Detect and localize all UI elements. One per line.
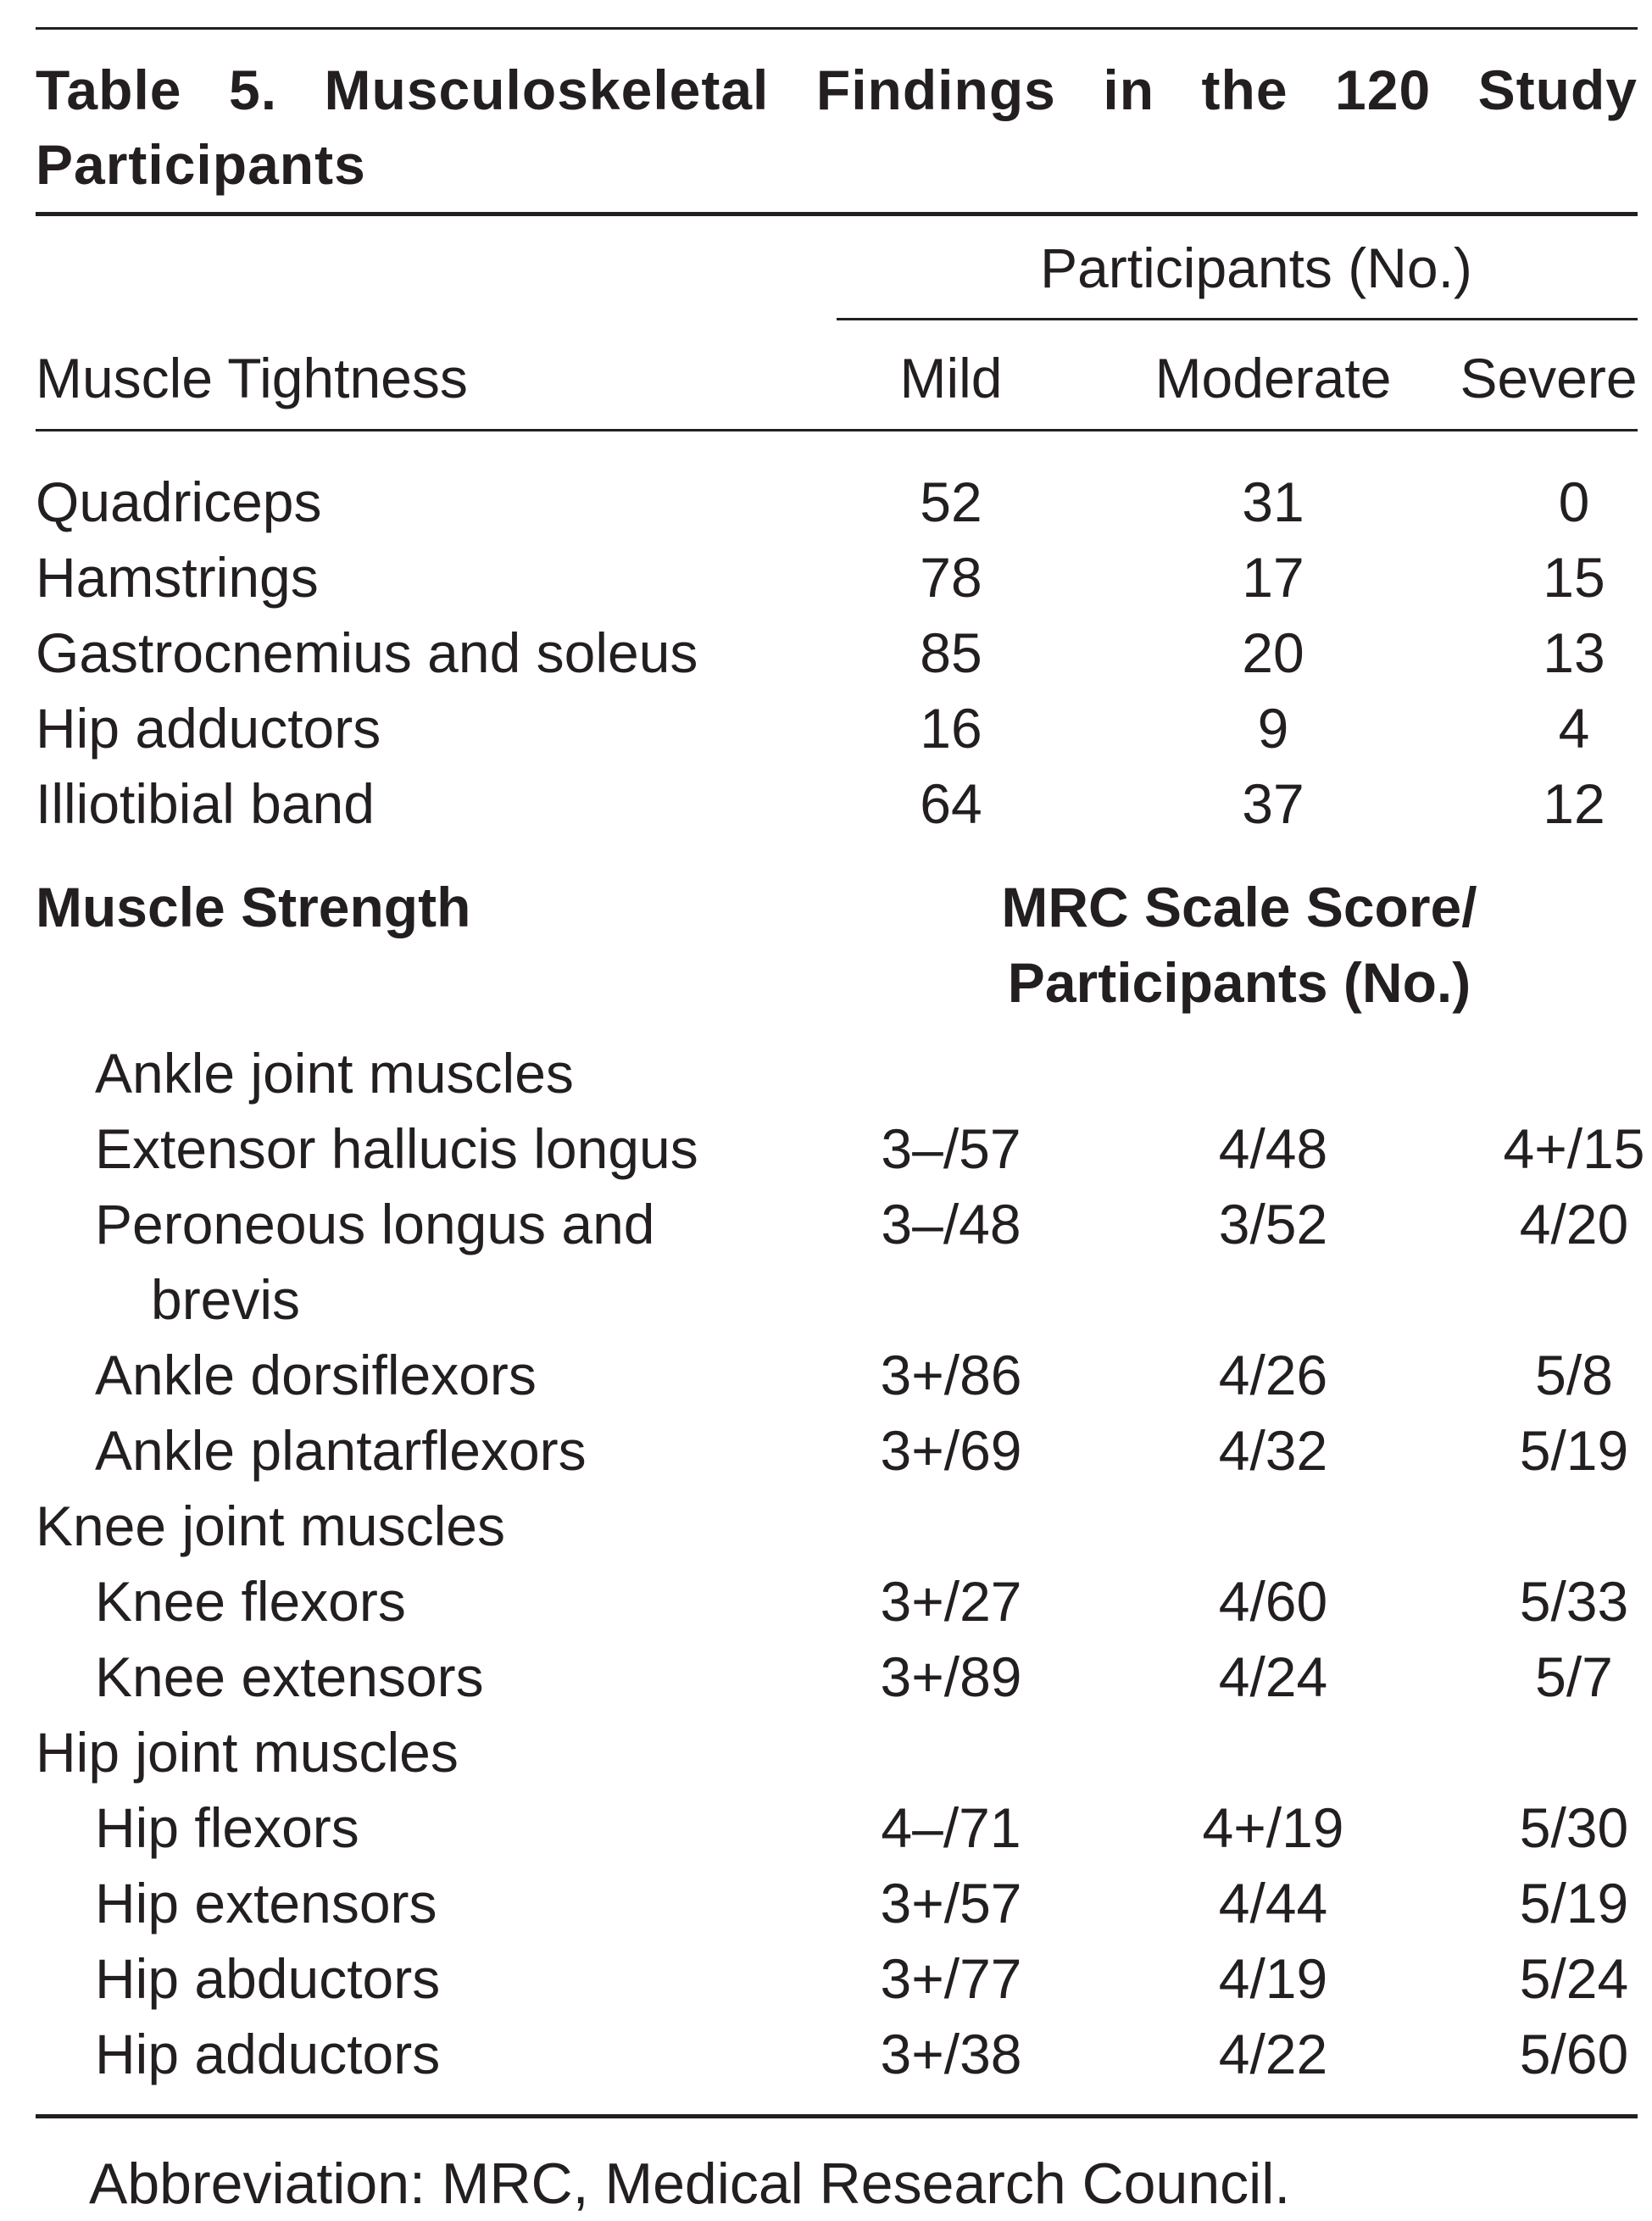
- row-label: Hip extensors: [95, 1872, 437, 1934]
- cell-severe: 5/24: [1519, 1947, 1629, 2010]
- cell-mild: 4–/71: [881, 1796, 1021, 1859]
- cell-moderate: 4/32: [1218, 1419, 1328, 1482]
- cell-mild: 3+/69: [880, 1419, 1022, 1482]
- cell-mild: 64: [920, 772, 982, 835]
- group-header-rule: [837, 318, 1638, 320]
- table-title: [36, 53, 1638, 202]
- cell-severe: 5/33: [1519, 1570, 1629, 1633]
- row-label: Illiotibial band: [36, 772, 375, 835]
- cell-moderate: 37: [1242, 772, 1304, 835]
- cell-mild: 3+/89: [880, 1645, 1022, 1708]
- cell-moderate: 9: [1257, 697, 1289, 760]
- cell-moderate: 4/26: [1218, 1344, 1328, 1406]
- cell-moderate: 4/48: [1218, 1117, 1328, 1180]
- cell-mild: 52: [920, 470, 982, 533]
- row-label-continuation: brevis: [151, 1268, 301, 1331]
- row-label: Knee flexors: [95, 1570, 406, 1633]
- row-label: Quadriceps: [36, 470, 322, 533]
- mrc-header-line2: Participants (No.): [1007, 951, 1471, 1014]
- cell-mild: 3+/27: [880, 1570, 1022, 1633]
- title-rule: [36, 212, 1638, 216]
- cell-severe: 4: [1558, 697, 1590, 760]
- cell-severe: 5/19: [1519, 1872, 1629, 1934]
- row-label: Knee extensors: [95, 1645, 484, 1708]
- column-header-mild: Mild: [899, 347, 1003, 409]
- row-label: Ankle plantarflexors: [95, 1419, 587, 1482]
- cell-severe: 5/30: [1519, 1796, 1629, 1859]
- cell-severe: 13: [1543, 621, 1605, 684]
- cell-moderate: 4/22: [1218, 2023, 1328, 2085]
- group-label-hip: Hip joint muscles: [36, 1721, 459, 1784]
- top-rule: [36, 27, 1638, 30]
- bottom-rule: [36, 2114, 1638, 2118]
- cell-mild: 3+/77: [880, 1947, 1022, 2010]
- row-label: Hip adductors: [95, 2023, 441, 2085]
- cell-mild: 3–/57: [881, 1117, 1021, 1180]
- cell-mild: 3+/86: [880, 1344, 1022, 1406]
- header-rule: [36, 429, 1638, 431]
- cell-moderate: 4/19: [1218, 1947, 1328, 2010]
- column-header-severe: Severe: [1460, 347, 1638, 409]
- group-label-knee: Knee joint muscles: [36, 1495, 505, 1557]
- cell-severe: 5/7: [1535, 1645, 1613, 1708]
- table-title-line1: Table 5. Musculoskeletal Findings in the 120 Study: [36, 58, 1638, 121]
- row-label: Hip flexors: [95, 1796, 359, 1859]
- row-label: Gastrocnemius and soleus: [36, 621, 698, 684]
- cell-severe: 5/8: [1535, 1344, 1613, 1406]
- table-title-line2: Participants: [36, 133, 366, 196]
- cell-severe: 5/19: [1519, 1419, 1629, 1482]
- row-label: Peroneous longus and: [95, 1193, 655, 1255]
- cell-severe: 4/20: [1519, 1193, 1629, 1255]
- cell-moderate: 4/60: [1218, 1570, 1328, 1633]
- cell-mild: 85: [920, 621, 982, 684]
- cell-moderate: 4/44: [1218, 1872, 1328, 1934]
- table-footnote: Abbreviation: MRC, Medical Research Council.: [89, 2151, 1291, 2216]
- cell-severe: 4+/15: [1503, 1117, 1645, 1180]
- column-header-moderate: Moderate: [1154, 347, 1392, 409]
- section-header-tightness: Muscle Tightness: [36, 347, 468, 409]
- section-header-strength: Muscle Strength: [36, 876, 471, 938]
- cell-severe: 5/60: [1519, 2023, 1629, 2085]
- cell-mild: 3+/57: [880, 1872, 1022, 1934]
- cell-moderate: 17: [1242, 546, 1304, 609]
- row-label: Extensor hallucis longus: [95, 1117, 698, 1180]
- cell-mild: 16: [920, 697, 982, 760]
- mrc-header-line1: MRC Scale Score/: [1001, 876, 1477, 938]
- cell-severe: 15: [1543, 546, 1605, 609]
- cell-mild: 3+/38: [880, 2023, 1022, 2085]
- cell-severe: 12: [1543, 772, 1605, 835]
- group-label-ankle: Ankle joint muscles: [95, 1042, 574, 1105]
- cell-moderate: 3/52: [1218, 1193, 1328, 1255]
- row-label: Hip abductors: [95, 1947, 441, 2010]
- cell-mild: 3–/48: [881, 1193, 1021, 1255]
- cell-moderate: 20: [1242, 621, 1304, 684]
- row-label: Hip adductors: [36, 697, 381, 760]
- cell-moderate: 31: [1242, 470, 1304, 533]
- row-label: Ankle dorsiflexors: [95, 1344, 537, 1406]
- group-header: Participants (No.): [1040, 237, 1472, 299]
- row-label: Hamstrings: [36, 546, 319, 609]
- cell-severe: 0: [1558, 470, 1590, 533]
- cell-mild: 78: [920, 546, 982, 609]
- cell-moderate: 4+/19: [1202, 1796, 1344, 1859]
- cell-moderate: 4/24: [1218, 1645, 1328, 1708]
